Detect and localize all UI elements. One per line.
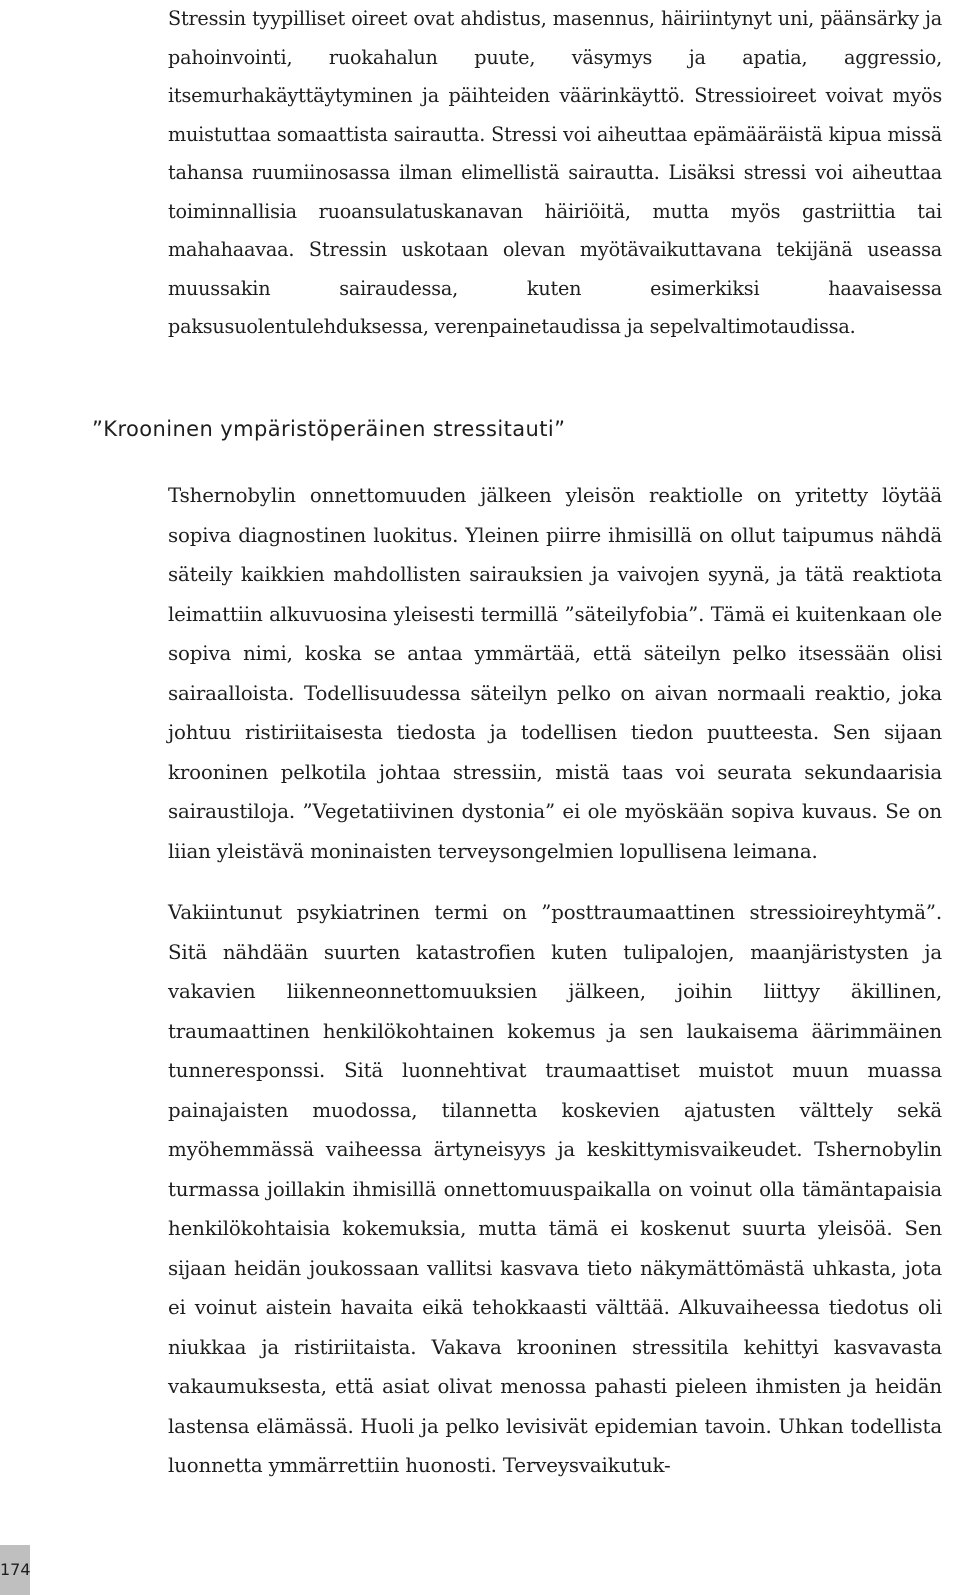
section-heading: ”Krooninen ympäristöperäinen stressitauti”	[92, 417, 566, 441]
body-paragraph-ptsd: Vakiintunut psykiatrinen termi on ”posttraumaattinen stressioireyhtymä”. Sitä nähdään suurten katastrofien kuten tulipalojen, maanjäristysten ja vakavien liikenneonnettomuuksien jälkeen, joihin liittyy äkillinen, traumaattinen henkilökohtainen kokemus ja sen laukaisema äärimmäinen tunneresponssi. Sitä luonnehtivat traumaattiset muistot muun muassa painajaisten muodossa, tilannetta koskevien ajatusten välttely sekä myöhemmässä vaiheessa ärtyneisyys ja keskittymisvaikeudet. Tshernobylin turmassa joillakin ihmisillä onnettomuuspaikalla on voinut olla tämäntapaisia henkilökohtaisia kokemuksia, mutta tämä ei koskenut suurta yleisöä. Sen sijaan heidän joukossaan vallitsi kasvava tieto näkymättömästä uhkasta, jota ei voinut aistein havaita eikä tehokkaasti välttää. Alkuvaiheessa tiedotus oli niukkaa ja ristiriitaista. Vakava krooninen stressitila kehittyi kasvavasta vakaumuksesta, että asiat olivat menossa pahasti pieleen ihmisten ja heidän lastensa elämässä. Huoli ja pelko levisivät epidemian tavoin. Uhkan todellista luonnetta ymmärrettiin huonosti. Terveysvaikutuk-	[168, 901, 942, 1477]
page-number-tab: 174	[0, 1545, 30, 1595]
body-paragraph-diagnostic-classification: Tshernobylin onnettomuuden jälkeen yleisön reaktiolle on yritetty löytää sopiva diagnostinen luokitus. Yleinen piirre ihmisillä on ollut taipumus nähdä säteily kaikkien mahdollisten sairauksien ja vaivojen syynä, ja tätä reaktiota leimattiin alkuvuosina yleisesti termillä ”säteilyfobia”. Tämä ei kuitenkaan ole sopiva nimi, koska se antaa ymmärtää, että säteilyn pelko itsessään olisi sairaalloista. Todellisuudessa säteilyn pelko on aivan normaali reaktio, joka johtuu ristiriitaisesta tiedosta ja todellisen tiedon puutteesta. Sen sijaan krooninen pelkotila johtaa stressiin, mistä taas voi seurata sekundaarisia sairaustiloja. ”Vegetatiivinen dystonia” ei ole myöskään sopiva kuvaus. Se on liian yleistävä moninaisten terveysongelmien lopullisena leimana.	[168, 484, 942, 863]
body-paragraph-stress-symptoms: Stressin tyypilliset oireet ovat ahdistus, masennus, häiriintynyt uni, päänsärky ja pahoinvointi, ruokahalun puute, väsymys ja apatia, aggressio, itsemurhakäyttäytyminen ja päihteiden väärinkäyttö. Stressioireet voivat myös muistuttaa somaattista sairautta. Stressi voi aiheuttaa epämääräistä kipua missä tahansa ruumiinosassa ilman elimellistä sairautta. Lisäksi stressi voi aiheuttaa toiminnallisia ruoansulatuskanavan häiriöitä, mutta myös gastriittia tai mahahaavaa. Stressin uskotaan olevan myötävaikuttavana tekijänä useassa muussakin sairaudessa, kuten esimerkiksi haavaisessa paksusuolentulehduksessa, verenpainetaudissa ja sepelvaltimotaudissa.	[168, 7, 942, 338]
